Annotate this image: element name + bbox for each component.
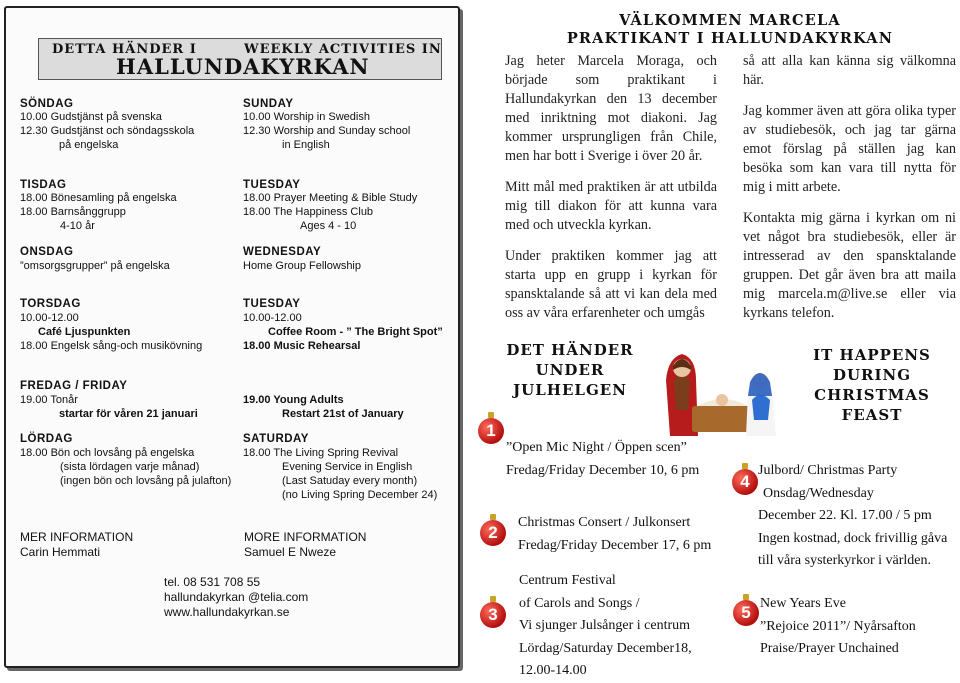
xmas-heading-en <box>784 345 960 425</box>
xmas-heading-line: IT HAPPENS <box>813 346 931 364</box>
xmas-heading-line: UNDER <box>535 361 605 379</box>
event-line: Centrum Festival <box>519 573 616 588</box>
group-paragraph: Under praktiken kommer jag att starta upp en grupp i kyrkan för spansktalande så att vi kan dela med oss av våra erfarenheter och umgås <box>505 248 717 321</box>
intro-paragraph: Jag heter Marcela Moraga, och började som praktikant i Hallundakyrkan den 13 december med inriktning mot diakoni. Jag kommer ursprungligen från Chile, men har bott i Sverige i över 20 år. <box>505 53 717 164</box>
ornament-5-icon: 5 <box>733 600 759 626</box>
schedule-line: startar för våren 21 januari <box>59 408 198 420</box>
schedule-line: 10.00 Worship in Swedish <box>243 111 370 123</box>
day-lordag: LÖRDAG <box>20 433 73 445</box>
day-fredag: FREDAG / FRIDAY <box>20 380 128 392</box>
welcome-heading: VÄLKOMMEN MARCELA <box>619 12 841 29</box>
xmas-heading-sv <box>500 340 640 400</box>
event-line: Fredag/Friday December 10, 6 pm <box>506 462 700 478</box>
schedule-line: Restart 21st of January <box>282 408 404 420</box>
event-line: December 22. Kl. 17.00 / 5 pm <box>758 508 932 523</box>
ornament-3-icon: 3 <box>480 602 506 628</box>
event-line: Julbord/ Christmas Party <box>758 463 898 478</box>
church-phone: tel. 08 531 708 55 <box>164 575 261 589</box>
event-line: Christmas Consert / Julkonsert <box>518 515 691 530</box>
schedule-line: 10.00-12.00 <box>20 312 79 324</box>
church-email[interactable]: hallundakyrkan @telia.com <box>164 590 309 604</box>
banner-title-en: WEEKLY ACTIVITIES IN <box>244 42 442 57</box>
schedule-line: ”omsorgsgrupper” på engelska <box>20 260 170 272</box>
more-info-title-en: MORE INFORMATION <box>244 530 367 544</box>
xmas-heading-line: JULHELGEN <box>513 381 627 399</box>
event-line: till våra systerkyrkor i världen. <box>758 553 932 568</box>
schedule-line: (Last Satuday every month) <box>282 475 418 487</box>
schedule-line: 18.00 Barnsånggrupp <box>20 206 126 218</box>
schedule-line: 10.00 Gudstjänst på svenska <box>20 111 162 123</box>
ornament-2-icon: 2 <box>480 520 506 546</box>
goal-paragraph: Mitt mål med praktiken är att utbilda mig till diakon för att kunna vara med och utveckla kyrkan. <box>505 179 717 233</box>
schedule-line: 18.00 Bönesamling på engelska <box>20 192 177 204</box>
schedule-line: (ingen bön och lovsång på julafton) <box>60 475 232 487</box>
event-line: Vi sjunger Julsånger i centrum <box>519 618 691 633</box>
studies-paragraph: Jag kommer även att göra olika typer av studiebesök, och jag tar gärna emot förslag på ställen jag kan besöka som kan vara till nytta för mig i mitt arbete. <box>743 103 956 195</box>
day-onsdag: ONSDAG <box>20 246 74 258</box>
contact-person-en: Samuel E Nweze <box>244 545 337 559</box>
schedule-line: 10.00-12.00 <box>243 312 302 324</box>
schedule-line: 19.00 Tonår <box>20 394 78 406</box>
day-wednesday: WEDNESDAY <box>243 246 322 258</box>
schedule-line: 18.00 Bön och lovsång på engelska <box>20 447 195 459</box>
ornament-4-icon: 4 <box>732 469 758 495</box>
schedule-line: 18.00 Music Rehearsal <box>243 340 361 352</box>
event-line: Fredag/Friday December 17, 6 pm <box>518 537 712 553</box>
nativity-image <box>648 340 788 436</box>
day-tisdag: TISDAG <box>20 179 67 191</box>
schedule-line: Evening Service in English <box>282 461 413 473</box>
xmas-heading-line: DET HÄNDER <box>506 341 634 359</box>
event-line: ”Open Mic Night / Öppen scen” <box>506 440 687 455</box>
schedule-line: Coffee Room - ” The Bright Spot” <box>268 326 443 338</box>
schedule-line: 18.00 Engelsk sång-och musikövning <box>20 340 203 352</box>
church-website[interactable]: www.hallundakyrkan.se <box>164 605 290 619</box>
event-line: Praise/Prayer Unchained <box>760 641 899 656</box>
schedule-line: 12.30 Gudstjänst och söndagsskola <box>20 125 195 137</box>
welcome-subheading: PRAKTIKANT I HALLUNDAKYRKAN <box>566 30 894 47</box>
day-sondag: SÖNDAG <box>20 98 74 110</box>
xmas-heading-line: CHRISTMAS FEAST <box>814 386 930 424</box>
event-line: Lördag/Saturday December18, <box>519 640 692 656</box>
day-torsdag: TORSDAG <box>20 298 81 310</box>
schedule-line: 18.00 The Living Spring Revival <box>243 447 399 459</box>
banner-church-name: HALLUNDAKYRKAN <box>116 54 370 79</box>
more-info-title-sv: MER INFORMATION <box>20 530 134 544</box>
schedule-line: in English <box>282 139 330 151</box>
schedule-line: 19.00 Young Adults <box>243 394 344 406</box>
event-line: Onsdag/Wednesday <box>763 485 874 501</box>
schedule-line: 4-10 år <box>60 220 95 232</box>
schedule-line: (no Living Spring December 24) <box>282 489 438 501</box>
contact-person-sv: Carin Hemmati <box>20 545 101 559</box>
schedule-line: 12.30 Worship and Sunday school <box>243 125 411 137</box>
schedule-line: på engelska <box>59 139 119 151</box>
welcome-paragraph: så att alla kan känna sig välkomna här. <box>743 53 956 88</box>
event-line: Ingen kostnad, dock frivillig gåva <box>758 530 948 546</box>
xmas-heading-line: DURING <box>832 366 912 384</box>
contact-paragraph: Kontakta mig gärna i kyrkan om ni vet något bra studiebesök, eller är intresserad av den spansktalande gruppen. Det går även bra att maila mig marcela.m@live.se eller via kyrkans telefon. <box>743 210 956 321</box>
event-line: 12.00-14.00 <box>519 663 587 678</box>
schedule-line: Home Group Fellowship <box>243 260 361 272</box>
schedule-line: (sista lördagen varje månad) <box>60 461 200 473</box>
schedule-line: Café Ljuspunkten <box>38 326 131 338</box>
day-tuesday: TUESDAY <box>243 179 301 191</box>
event-line: ”Rejoice 2011”/ Nyårsafton <box>760 618 916 634</box>
schedule-line: 18.00 The Happiness Club <box>243 206 374 218</box>
day-thursday: TUESDAY <box>243 298 301 310</box>
schedule-line: 18.00 Prayer Meeting & Bible Study <box>243 192 418 204</box>
ornament-1-icon: 1 <box>478 418 504 444</box>
event-line: New Years Eve <box>760 596 846 611</box>
day-sunday: SUNDAY <box>243 98 294 110</box>
event-line: of Carols and Songs / <box>519 595 640 611</box>
schedule-line: Ages 4 - 10 <box>300 220 357 232</box>
banner-title-sv: DETTA HÄNDER I <box>52 42 197 57</box>
day-saturday: SATURDAY <box>243 433 309 445</box>
